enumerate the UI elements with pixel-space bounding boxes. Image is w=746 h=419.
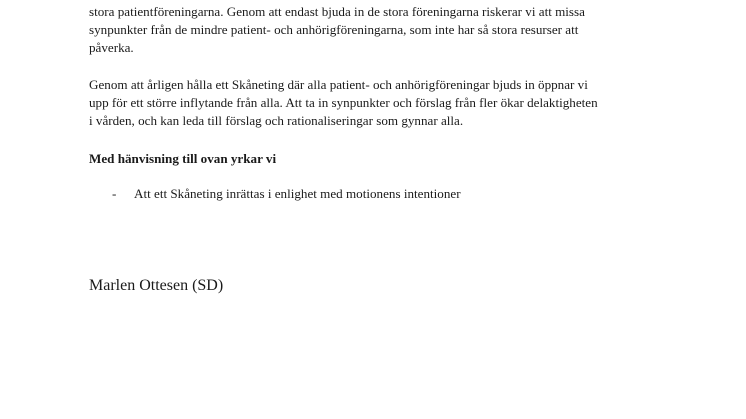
body-paragraph-2 xyxy=(89,76,669,131)
paragraph-line: i vården, och kan leda till förslag och rationaliseringar som gynnar alla. xyxy=(89,113,464,129)
paragraph-line: synpunkter från de mindre patient- och anhörigföreningarna, som inte har så stora resurser att xyxy=(89,22,579,38)
claims-heading: Med hänvisning till ovan yrkar vi xyxy=(89,151,277,166)
paragraph-line: Genom att årligen hålla ett Skåneting där alla patient- och anhörigföreningar bjuds in öppnar vi xyxy=(89,77,588,92)
signature: Marlen Ottesen (SD) xyxy=(89,277,224,294)
claim-list-item xyxy=(112,185,461,203)
paragraph-line: upp för ett större inflytande från alla. Att ta in synpunkter och förslag från fler ökar delaktigheten xyxy=(89,95,598,111)
bullet-dash: - xyxy=(112,186,117,201)
claim-text: Att ett Skåneting inrättas i enlighet med motionens intentioner xyxy=(134,186,461,201)
body-paragraph-1 xyxy=(89,3,669,58)
paragraph-line: stora patientföreningarna. Genom att endast bjuda in de stora föreningarna riskerar vi att missa xyxy=(89,4,585,19)
paragraph-line: påverka. xyxy=(89,40,134,56)
